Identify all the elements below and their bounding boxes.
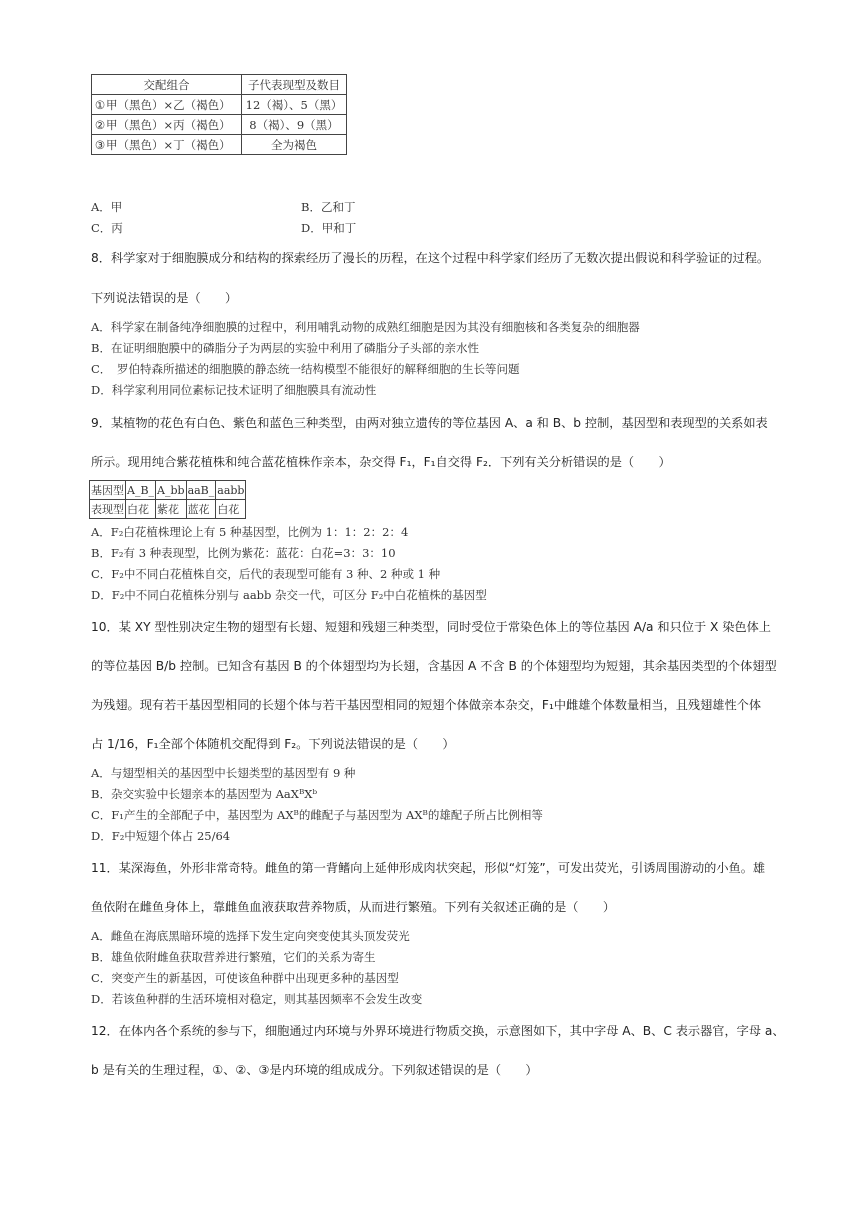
header-cell: 子代表现型及数目	[242, 75, 347, 95]
q7-option-c: C．丙	[91, 221, 123, 235]
q8-stem-line2: 下列说法错误的是（ ）	[91, 291, 238, 305]
q10-stem-line1: 10．某 XY 型性别决定生物的翅型有长翅、短翅和残翅三种类型，同时受位于常染色体上的等位基因 A/a 和只位于 X 染色体上	[91, 620, 771, 634]
combo-text: 甲（黑色）×丁（褐色）	[106, 137, 231, 152]
table-header-row	[92, 75, 347, 95]
table-cell: 表现型	[90, 500, 126, 519]
table-cell: 白花	[126, 500, 156, 519]
q11-stem-line2: 鱼依附在雌鱼身体上，靠雌鱼血液获取营养物质，从而进行繁殖。下列有关叙述正确的是（ ）	[91, 900, 616, 914]
q7-option-a: A．甲	[91, 200, 123, 214]
cross-table	[91, 74, 347, 155]
result-cell: 8（褐）、9（黑）	[242, 115, 347, 135]
q10-option-b: B．杂交实验中长翅亲本的基因型为 AaXᴮXᵇ	[91, 787, 318, 801]
q11-option-c: C．突变产生的新基因，可使该鱼种群中出现更多种的基因型	[91, 971, 399, 985]
table-row	[92, 135, 347, 155]
table-cell: aabb	[216, 481, 246, 500]
q9-stem-line2: 所示。现用纯合紫花植株和纯合蓝花植株作亲本，杂交得 F₁，F₁自交得 F₂．下列有关分析错误的是（ ）	[91, 455, 671, 469]
q10-stem-line2: 的等位基因 B/b 控制。已知含有基因 B 的个体翅型均为长翅，含基因 A 不含 B 的个体翅型均为短翅，其余基因类型的个体翅型	[91, 659, 777, 673]
table-cell: 紫花	[156, 500, 187, 519]
q10-option-a: A．与翅型相关的基因型中长翅类型的基因型有 9 种	[91, 766, 356, 780]
q11-option-a: A．雌鱼在海底黑暗环境的选择下发生定向突变使其头顶发荧光	[91, 929, 410, 943]
q8-option-a: A．科学家在制备纯净细胞膜的过程中，利用哺乳动物的成熟红细胞是因为其没有细胞核和各类复杂的细胞器	[91, 320, 640, 334]
q8-option-c: C． 罗伯特森所描述的细胞膜的静态统一结构模型不能很好的解释细胞的生长等问题	[91, 362, 520, 376]
q7-option-b: B．乙和丁	[301, 200, 356, 214]
q10-option-c: C．F₁产生的全部配子中，基因型为 AXᴮ的雌配子与基因型为 AXᴮ的雄配子所占比例相等	[91, 808, 543, 822]
table-cell: 白花	[216, 500, 246, 519]
row-number: ②	[94, 117, 106, 132]
combo-cell	[92, 95, 242, 115]
table-row	[90, 500, 246, 519]
q9-option-b: B．F₂有 3 种表现型，比例为紫花：蓝花：白花=3：3：10	[91, 546, 396, 560]
table-cell: A_bb	[156, 481, 187, 500]
combo-cell	[92, 135, 242, 155]
q9-option-c: C．F₂中不同白花植株自交，后代的表现型可能有 3 种、2 种或 1 种	[91, 567, 441, 581]
table-cell: aaB_	[186, 481, 216, 500]
q8-stem-line1: 8．科学家对于细胞膜成分和结构的探索经历了漫长的历程，在这个过程中科学家们经历了无数次提出假说和科学验证的过程。	[91, 251, 770, 265]
q12-stem-line2: b 是有关的生理过程，①、②、③是内环境的组成成分。下列叙述错误的是（ ）	[91, 1063, 538, 1077]
q9-stem-line1: 9．某植物的花色有白色、紫色和蓝色三种类型，由两对独立遗传的等位基因 A、a 和 B、b 控制，基因型和表现型的关系如表	[91, 416, 768, 430]
table-cell: A_B_	[126, 481, 156, 500]
genotype-table	[89, 480, 246, 519]
q9-option-d: D．F₂中不同白花植株分别与 aabb 杂交一代，可区分 F₂中白花植株的基因型	[91, 588, 487, 602]
table-row	[92, 115, 347, 135]
combo-cell	[92, 115, 242, 135]
q12-stem-line1: 12．在体内各个系统的参与下，细胞通过内环境与外界环境进行物质交换，示意图如下，其中字母 A、B、C 表示器官，字母 a、	[91, 1024, 785, 1038]
table-cell: 蓝花	[186, 500, 216, 519]
q10-option-d: D．F₂中短翅个体占 25/64	[91, 829, 231, 843]
result-cell: 12（褐）、5（黑）	[242, 95, 347, 115]
q9-option-a: A．F₂白花植株理论上有 5 种基因型，比例为 1：1：2：2：4	[91, 525, 409, 539]
table-cell: 基因型	[90, 481, 126, 500]
combo-text: 甲（黑色）×丙（褐色）	[106, 117, 231, 132]
q8-option-b: B．在证明细胞膜中的磷脂分子为两层的实验中利用了磷脂分子头部的亲水性	[91, 341, 479, 355]
q11-option-d: D．若该鱼种群的生活环境相对稳定，则其基因频率不会发生改变	[91, 992, 423, 1006]
q7-option-d: D．甲和丁	[301, 221, 357, 235]
q11-option-b: B．雄鱼依附雌鱼获取营养进行繁殖，它们的关系为寄生	[91, 950, 376, 964]
row-number: ③	[94, 137, 106, 152]
header-cell: 交配组合	[92, 75, 242, 95]
combo-text: 甲（黑色）×乙（褐色）	[106, 97, 231, 112]
q10-stem-line3: 为残翅。现有若干基因型相同的长翅个体与若干基因型相同的短翅个体做亲本杂交，F₁中雌雄个体数量相当，且残翅雄性个体	[91, 698, 762, 712]
table-row	[90, 481, 246, 500]
table-row	[92, 95, 347, 115]
q8-option-d: D．科学家利用同位素标记技术证明了细胞膜具有流动性	[91, 383, 377, 397]
q10-stem-line4: 占 1/16，F₁全部个体随机交配得到 F₂。下列说法错误的是（ ）	[91, 737, 455, 751]
row-number: ①	[94, 97, 106, 112]
q11-stem-line1: 11．某深海鱼，外形非常奇特。雌鱼的第一背鳍向上延伸形成肉状突起，形似“灯笼”，可发出荧光，引诱周围游动的小鱼。雄	[91, 861, 766, 875]
result-cell: 全为褐色	[242, 135, 347, 155]
